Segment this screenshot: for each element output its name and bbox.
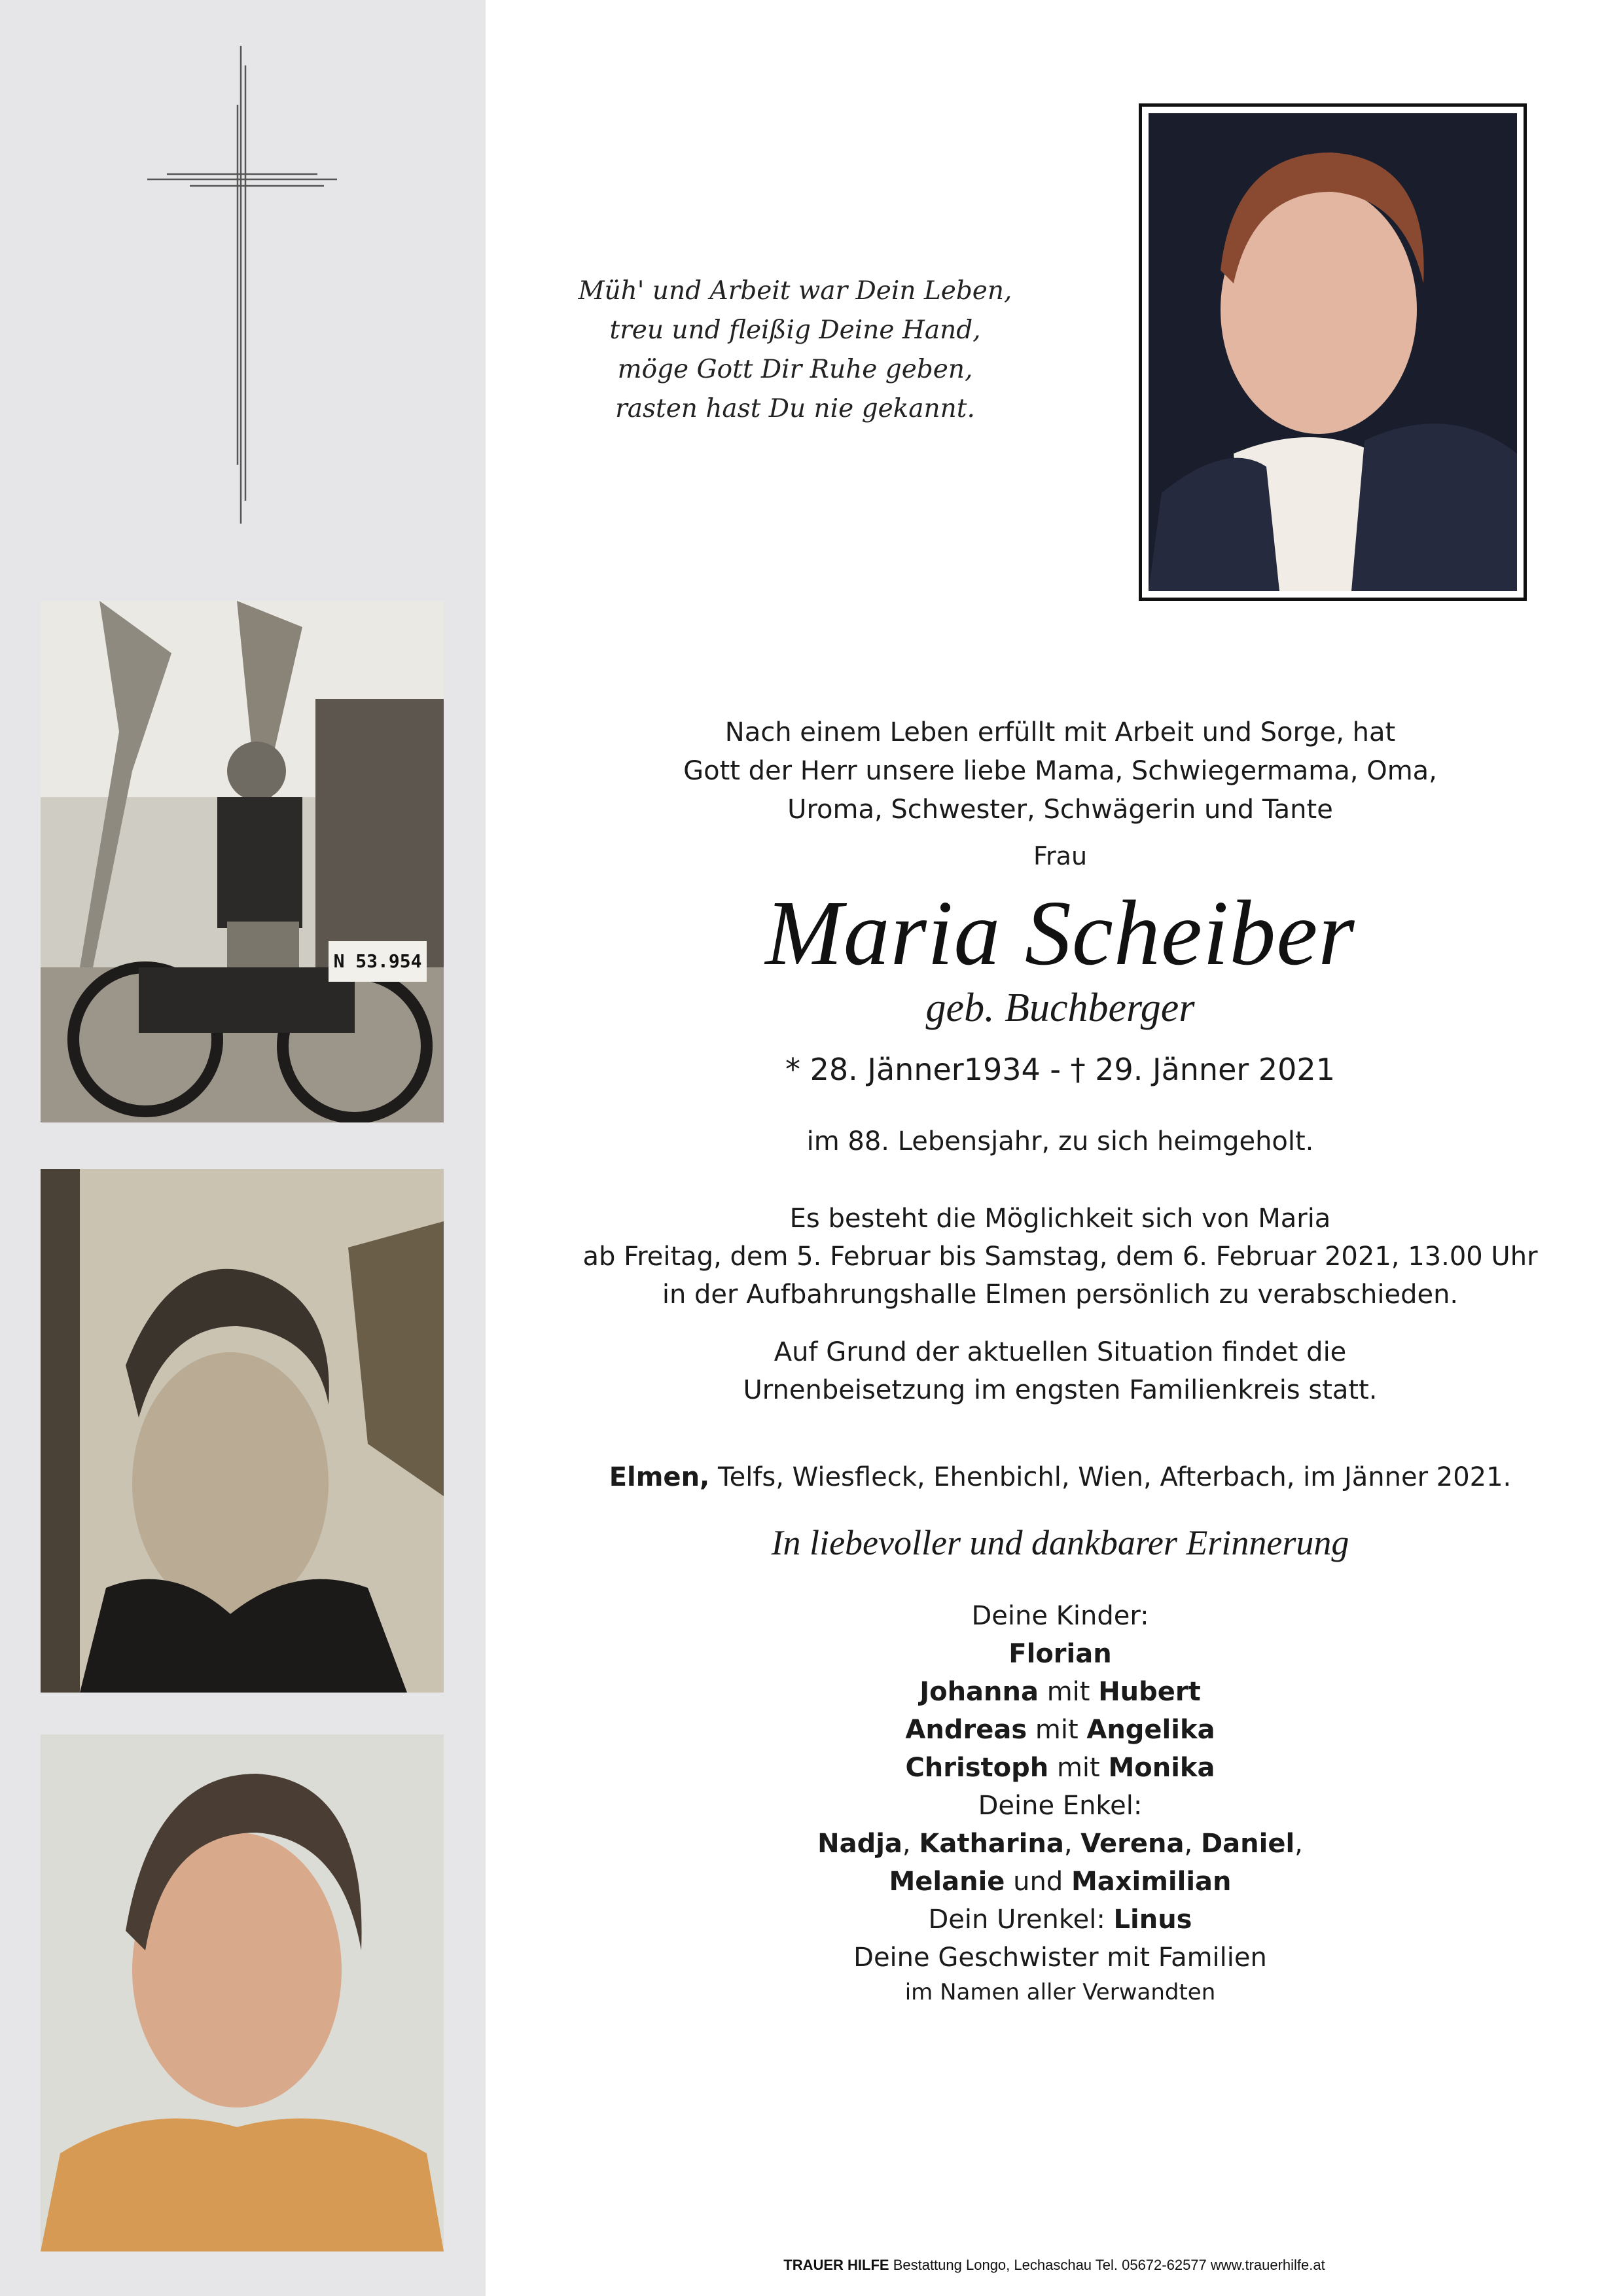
child-name: Andreas [905,1715,1027,1745]
deceased-name: Maria Scheiber [765,881,1355,984]
child-line [537,1711,1584,1749]
greatgrandchild-name: Linus [1113,1905,1192,1935]
burial-line: Urnenbeisetzung im engsten Familienkreis statt. [743,1375,1378,1405]
partner-name: Monika [1108,1753,1215,1783]
poem [537,272,1054,429]
grandchild-name: Katharina [919,1829,1064,1859]
viewing-line: ab Freitag, dem 5. Februar bis Samstag, dem 6. Februar 2021, 13.00 Uhr [582,1242,1538,1272]
grandchild-name: Daniel [1200,1829,1295,1859]
grandchildren-line: Nadja, Katharina, Verena, Daniel, [817,1829,1303,1859]
photo-portrait-sepia [41,1169,444,1693]
places-rest: Telfs, Wiesfleck, Ehenbichl, Wien, Afterbach, im Jänner 2021. [709,1462,1512,1492]
child-line [537,1635,1584,1673]
intro-line: Nach einem Leben erfüllt mit Arbeit und Sorge, hat [724,717,1396,747]
grandchild-name: Maximilian [1071,1867,1232,1897]
burial-text [537,1333,1584,1409]
grandchild-name: Verena [1080,1829,1185,1859]
age-text: im 88. Lebensjahr, zu sich heimgeholt. [806,1126,1314,1157]
poem-line: Müh' und Arbeit war Dein Leben, [578,276,1012,306]
places-bold: Elmen, [609,1462,710,1492]
grandchild-name: Nadja [817,1829,902,1859]
children-label: Deine Kinder: [971,1601,1149,1631]
partner-name: Angelika [1086,1715,1215,1745]
poem-line: treu und fleißig Deine Hand, [609,315,981,345]
siblings-line: Deine Geschwister mit Familien [853,1943,1267,1973]
cross-icon [144,46,340,524]
life-dates: * 28. Jänner1934 - † 29. Jänner 2021 [785,1052,1335,1087]
partner-name: Hubert [1098,1677,1201,1707]
child-name: Christoph [905,1753,1049,1783]
child-name: Johanna [919,1677,1039,1707]
poem-line: rasten hast Du nie gekannt. [615,394,975,423]
footer [486,2257,1623,2274]
child-line [537,1749,1584,1787]
intro-line: Uroma, Schwester, Schwägerin und Tante [787,795,1333,825]
connector: mit [1027,1715,1087,1745]
license-plate: N 53.954 [333,950,422,972]
burial-line: Auf Grund der aktuellen Situation findet die [774,1337,1347,1367]
family-list [537,1597,1584,2008]
grandchildren-label: Deine Enkel: [978,1791,1143,1821]
greatgrandchild-line [537,1901,1584,1939]
poem-line: möge Gott Dir Ruhe geben, [617,355,973,384]
grandchild-name: Melanie [889,1867,1005,1897]
footer-brand: TRAUER HILFE [783,2257,889,2273]
remembrance-line: In liebevoller und dankbarer Erinnerung [771,1523,1349,1562]
greatgrandchild-label: Dein Urenkel: [928,1905,1114,1935]
grandchildren-line [537,1863,1584,1901]
places-line [537,1458,1584,1497]
intro-line: Gott der Herr unsere liebe Mama, Schwiegermama, Oma, [683,756,1437,786]
relatives-line: im Namen aller Verwandten [904,1979,1216,2005]
salutation: Frau [1033,842,1088,870]
child-name: Florian [1008,1639,1112,1669]
photo-motorcycle [41,601,444,1122]
connector: mit [1048,1753,1109,1783]
connector: mit [1039,1677,1099,1707]
connector: und [1005,1867,1071,1897]
intro-text [537,713,1584,829]
footer-text: Bestattung Longo, Lechaschau Tel. 05672-62577 www.trauerhilfe.at [889,2257,1325,2273]
viewing-line: Es besteht die Möglichkeit sich von Maria [789,1204,1331,1234]
viewing-line: in der Aufbahrungshalle Elmen persönlich zu verabschieden. [662,1280,1459,1310]
child-line [537,1673,1584,1711]
main-portrait [1139,103,1527,601]
viewing-text [537,1200,1584,1314]
maiden-name: geb. Buchberger [925,986,1195,1030]
photo-portrait-color [41,1734,444,2251]
